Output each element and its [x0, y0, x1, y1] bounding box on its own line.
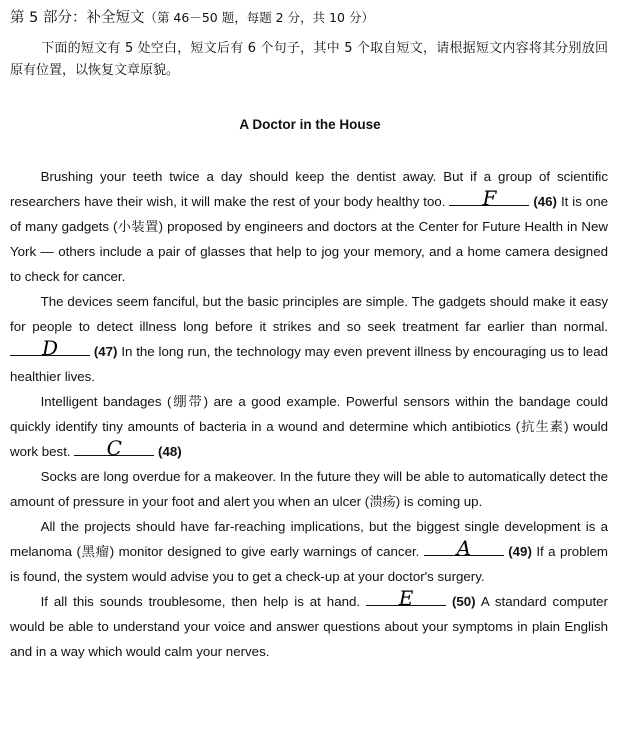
section-title: 第 5 部分：补全短文 [10, 10, 145, 26]
answer-blank-49[interactable] [424, 536, 504, 560]
question-number-49: (49) [508, 544, 532, 559]
paragraph-6-text-continued: A standard computer would be able to understand your voice and answer questions about your symptoms in plain English and in a way which would calm your nerves. [10, 594, 608, 659]
paragraph-1 [10, 164, 608, 289]
answer-blank-50[interactable] [366, 586, 446, 610]
passage-title: A Doctor in the House [239, 117, 381, 132]
question-number-46: (46) [533, 194, 557, 209]
answer-blank-46[interactable] [449, 186, 529, 210]
paragraph-2-text-continued: In the long run, the technology may even prevent illness by encouraging us to lead healthier lives. [10, 344, 608, 384]
paragraph-1-text-continued: It is one of many gadgets (小装置) proposed by engineers and doctors at the Center for Future Health in New York — others include a pair of glasses that help to jog your memory, and a home camera designed to check for cancer. [10, 194, 608, 284]
section-scoring: （第 46－50 题，每题 2 分，共 10 分） [144, 10, 374, 25]
paragraph-2-text: The devices seem fanciful, but the basic principles are simple. The gadgets should make it easy for people to detect illness long before it strikes and so seek treatment far earlier than normal. [10, 294, 608, 334]
paragraph-2 [10, 289, 608, 389]
section-heading [10, 8, 610, 28]
paragraph-3-text: Intelligent bandages (绷带) are a good example. Powerful sensors within the bandage could quickly identify tiny amounts of bacteria in a wound and determine which antibiotics (抗生素) would work best. [10, 394, 608, 459]
question-number-47: (47) [93, 344, 118, 359]
answer-blank-48[interactable] [74, 436, 154, 460]
paragraph-5 [10, 514, 608, 589]
paragraph-6-text: If all this sounds troublesome, then help is at hand. [40, 594, 361, 609]
handwritten-answer-50: E [398, 586, 414, 610]
question-number-50: (50) [451, 594, 476, 609]
paragraph-3 [10, 389, 608, 464]
question-number-48: (48) [158, 444, 182, 459]
paragraph-4-text: Socks are long overdue for a makeover. In the future they will be able to automatically detect the amount of pressure in your foot and alert you when an ulcer (溃疡) is coming up. [10, 469, 608, 509]
paragraph-5-text: All the projects should have far-reaching implications, but the biggest single development is a melanoma (黑瘤) monitor designed to give early warnings of cancer. [10, 519, 608, 559]
handwritten-answer-48: C [106, 436, 122, 460]
answer-blank-47[interactable] [10, 336, 90, 360]
paragraph-4 [10, 464, 608, 514]
paragraph-1-text: Brushing your teeth twice a day should keep the dentist away. But if a group of scientific researchers have their wish, it will make the rest of your body healthy too. [10, 169, 608, 209]
paragraph-5-text-continued: If a problem is found, the system would advise you to get a check-up at your doctor's surgery. [10, 544, 609, 584]
paragraph-6 [10, 586, 608, 664]
section-instructions: 下面的短文有 5 处空白，短文后有 6 个句子，其中 5 个取自短文，请根据短文内容将其分别放回原有位置，以恢复文章原貌。 [10, 41, 608, 78]
handwritten-answer-49: A [456, 536, 472, 560]
handwritten-answer-47: D [41, 336, 59, 360]
passage-body [10, 164, 608, 664]
handwritten-answer-46: F [482, 186, 497, 210]
